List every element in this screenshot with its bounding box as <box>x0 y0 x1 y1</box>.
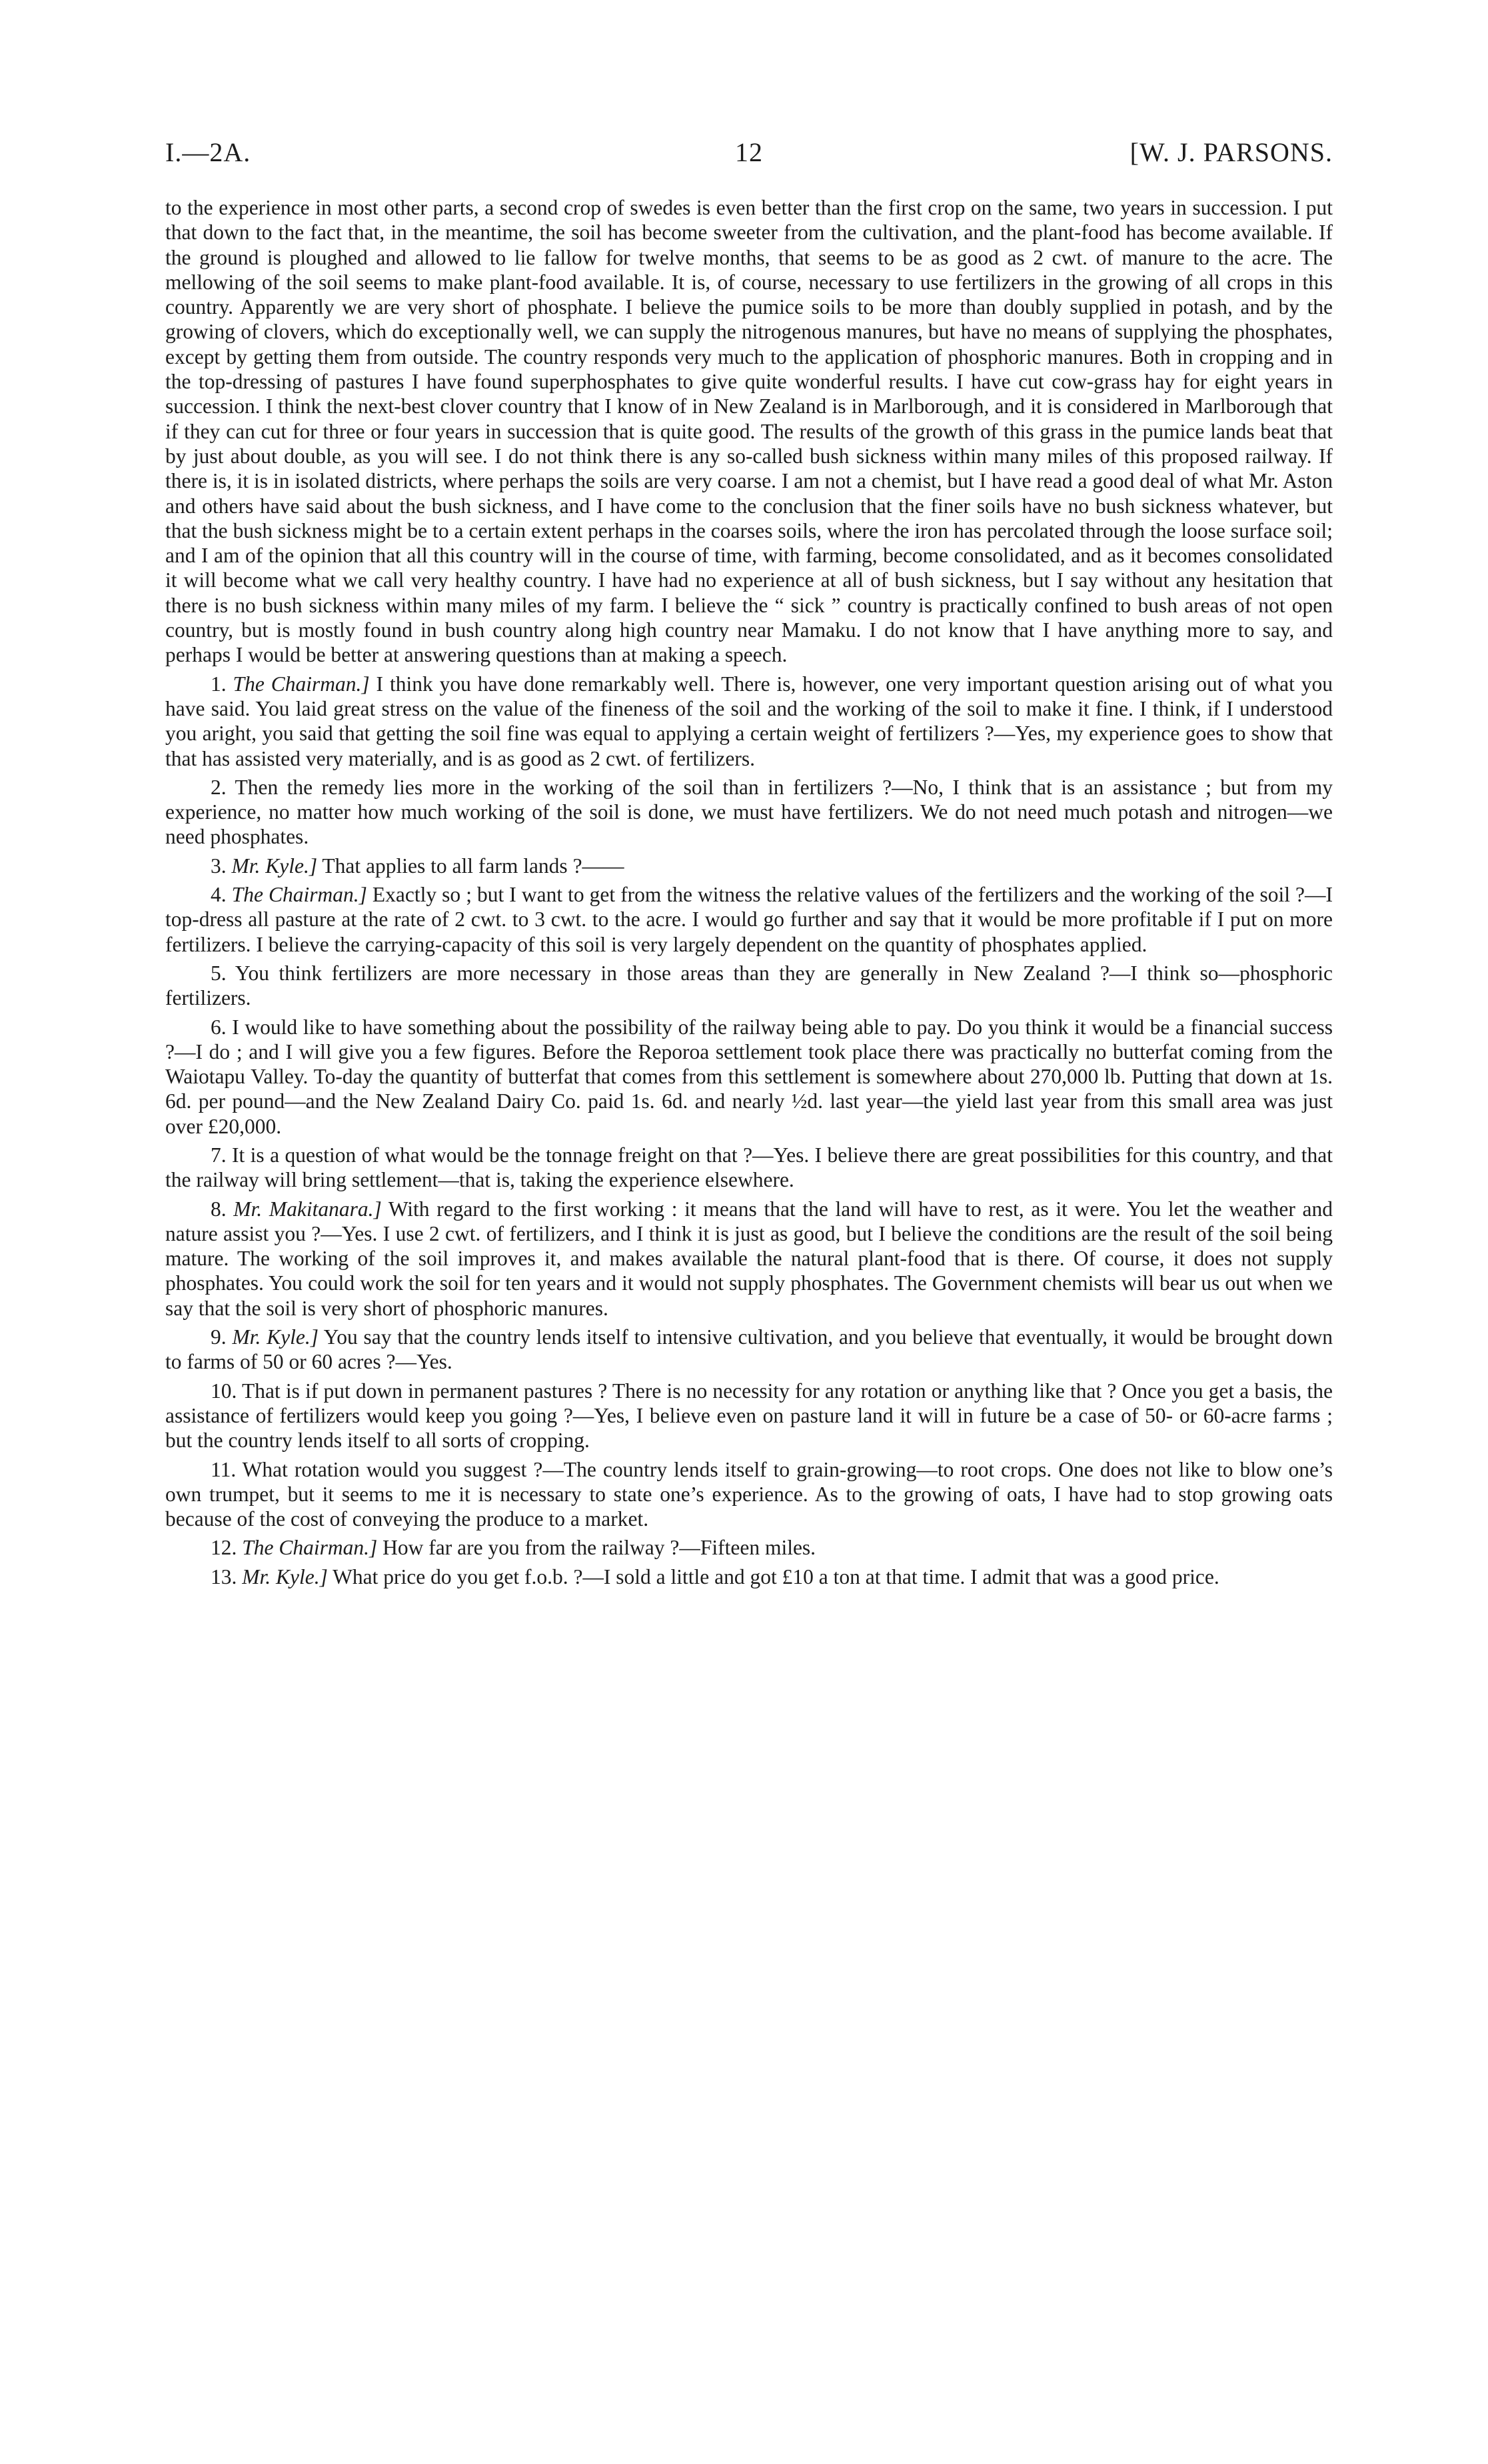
question-paragraph <box>165 672 1333 771</box>
paper-reference: I.—2A. <box>165 137 251 167</box>
question-text: You think fertilizers are more necessary in those areas than they are generally in New Zealand ?—I think so—phosphoric fertilizers. <box>165 961 1333 1010</box>
speaker: Mr. Kyle.] <box>242 1564 328 1588</box>
question-text: With regard to the first working : it means that the land will have to rest, as it were. You let the weather and nature assist you ?—Yes. I use 2 cwt. of fertilizers, and I think it is just as good, but I believe the conditions are the result of the soil being mature. The working of the soil improves it, and makes available the natural plant-food that is there. Of course, it does not supply phosphates. You could work the soil for ten years and it would not supply phosphates. The Government chemists will bear us out when we say that the soil is very short of phosphoric manures. <box>165 1197 1333 1320</box>
question-paragraph <box>165 1325 1333 1375</box>
question-paragraph <box>165 1457 1333 1532</box>
speaker: Mr. Kyle.] <box>231 854 318 878</box>
question-number: 9. <box>211 1325 227 1349</box>
question-paragraph <box>165 1015 1333 1139</box>
page-number: 12 <box>735 137 763 167</box>
question-number: 1. <box>211 672 227 696</box>
speaker: Mr. Makitanara.] <box>233 1197 382 1221</box>
question-number: 6. <box>211 1015 227 1039</box>
question-number: 7. <box>211 1143 227 1167</box>
body-text <box>165 195 1333 1589</box>
speaker: Mr. Kyle.] <box>232 1325 319 1349</box>
question-text: That is if put down in permanent pastures ? There is no necessity for any rotation or anything like that ? Once you get a basis, the assistance of fertilizers would keep you going ?—Yes, I believe even on pasture land it will in future be a case of 50- or 60-acre farms ; but the country lends itself to all sorts of cropping. <box>165 1379 1333 1453</box>
question-paragraph <box>165 1197 1333 1321</box>
question-number: 3. <box>211 854 227 878</box>
question-text: It is a question of what would be the tonnage freight on that ?—Yes. I believe there are great possibilities for this country, and that the railway will bring settlement—that is, taking the experience elsewhere. <box>165 1143 1333 1192</box>
question-number: 8. <box>211 1197 227 1221</box>
question-number: 12. <box>211 1536 237 1560</box>
question-paragraph <box>165 882 1333 957</box>
question-text: How far are you from the railway ?—Fifteen miles. <box>377 1536 816 1560</box>
question-text: You say that the country lends itself to intensive cultivation, and you believe that eventually, it would be brought down to farms of 50 or 60 acres ?—Yes. <box>165 1325 1333 1374</box>
page-header <box>165 137 1333 183</box>
question-paragraph <box>165 775 1333 850</box>
question-text: That applies to all farm lands ?—— <box>317 854 624 878</box>
question-text: What rotation would you suggest ?—The country lends itself to grain-growing—to root crops. One does not like to blow one’s own trumpet, but it seems to me it is necessary to state one’s experience. As to the growing of oats, I have had to stop growing oats because of the cost of conveying the produce to a market. <box>165 1457 1333 1531</box>
question-number: 2. <box>211 775 227 799</box>
question-text: I think you have done remarkably well. There is, however, one very important question arising out of what you have said. You laid great stress on the value of the fineness of the soil and the working of the soil to make it fine. I think, if I understood you aright, you said that getting the soil fine was equal to applying a certain weight of fertilizers ?—Yes, my experience goes to show that that has assisted very materially, and is as good as 2 cwt. of fertilizers. <box>165 672 1333 770</box>
question-paragraph <box>165 1143 1333 1193</box>
question-text: I would like to have something about the possibility of the railway being able to pay. Do you think it would be a financial success ?—I do ; and I will give you a few figures. Before the Reporoa settlement took place there was practically no butterfat coming from the Waiotapu Valley. To-day the quantity of butterfat that comes from this settlement is somewhere about 270,000 lb. Putting that down at 1s. 6d. per pound—and the New Zealand Dairy Co. paid 1s. 6d. and nearly ½d. last year—the yield last year from this small area was just over £20,000. <box>165 1015 1333 1138</box>
question-number: 13. <box>211 1564 237 1588</box>
question-text: Exactly so ; but I want to get from the witness the relative values of the fertilizers and the working of the soil ?—I top-dress all pasture at the rate of 2 cwt. to 3 cwt. to the acre. I would go further and say that it would be more profitable if I put on more fertilizers. I believe the carrying-capacity of this soil is very largely dependent on the quantity of phosphates applied. <box>165 883 1333 956</box>
question-number: 5. <box>211 961 227 985</box>
document-page <box>165 137 1333 1593</box>
question-paragraph <box>165 1535 1333 1560</box>
speaker: The Chairman.] <box>231 883 367 907</box>
question-paragraph <box>165 961 1333 1011</box>
speaker: The Chairman.] <box>242 1536 378 1560</box>
question-number: 11. <box>211 1457 237 1481</box>
witness-name: [W. J. PARSONS. <box>1129 137 1333 167</box>
question-paragraph <box>165 1379 1333 1453</box>
question-text: What price do you get f.o.b. ?—I sold a little and got £10 a ton at that time. I admit that was a good price. <box>327 1564 1219 1588</box>
opening-paragraph: to the experience in most other parts, a second crop of swedes is even better than the first crop on the same, two years in succession. I put that down to the fact that, in the meantime, the soil has become sweeter from the cultivation, and the plant-food has become available. If the ground is ploughed and allowed to lie fallow for twelve months, that seems to be as good as 2 cwt. of manure to the acre. The mellowing of the soil seems to make plant-food available. It is, of course, necessary to use fertilizers in the growing of all crops in this country. Apparently we are very short of phosphate. I believe the pumice soils to be more than doubly supplied in potash, and by the growing of clovers, which do exceptionally well, we can supply the nitrogenous manures, but have no means of supplying the phosphates, except by getting them from outside. The country responds very much to the application of phosphoric manures. Both in cropping and in the top-dressing of pastures I have found superphosphates to give quite wonderful results. I have cut cow-grass hay for eight years in succession. I think the next-best clover country that I know of in New Zealand is in Marlborough, and it is considered in Marlborough that if they can cut for three or four years in succession that is quite good. The results of the growth of this grass in the pumice lands beat that by just about double, as you will see. I do not think there is any so-called bush sickness within many miles of this proposed railway. If there is, it is in isolated districts, where perhaps the soils are very coarse. I am not a chemist, but I have read a good deal of what Mr. Aston and others have said about the bush sickness, and I have come to the conclusion that the finer soils have no bush sickness whatever, but that the bush sickness might be to a certain extent perhaps in the coarses soils, where the iron has percolated through the loose surface soil; and I am of the opinion that all this country will in the course of time, with farming, become consolidated, and as it becomes consolidated it will become what we call very healthy country. I have had no experience at all of bush sickness, but I say without any hesitation that there is no bush sickness within many miles of my farm. I believe the “ sick ” country is practically confined to bush areas of not open country, but is mostly found in bush country along high country near Mamaku. I do not know that I have anything more to say, and perhaps I would be better at answering questions than at making a speech. <box>165 196 1333 667</box>
question-number: 10. <box>211 1379 237 1403</box>
speaker: The Chairman.] <box>233 672 370 696</box>
question-paragraph <box>165 1564 1333 1589</box>
question-paragraph <box>165 854 1333 878</box>
question-text: Then the remedy lies more in the working of the soil than in fertilizers ?—No, I think that is an assistance ; but from my experience, no matter how much working of the soil is done, we must have fertilizers. We do not need much potash and nitrogen—we need phosphates. <box>165 775 1333 849</box>
question-number: 4. <box>211 883 227 907</box>
